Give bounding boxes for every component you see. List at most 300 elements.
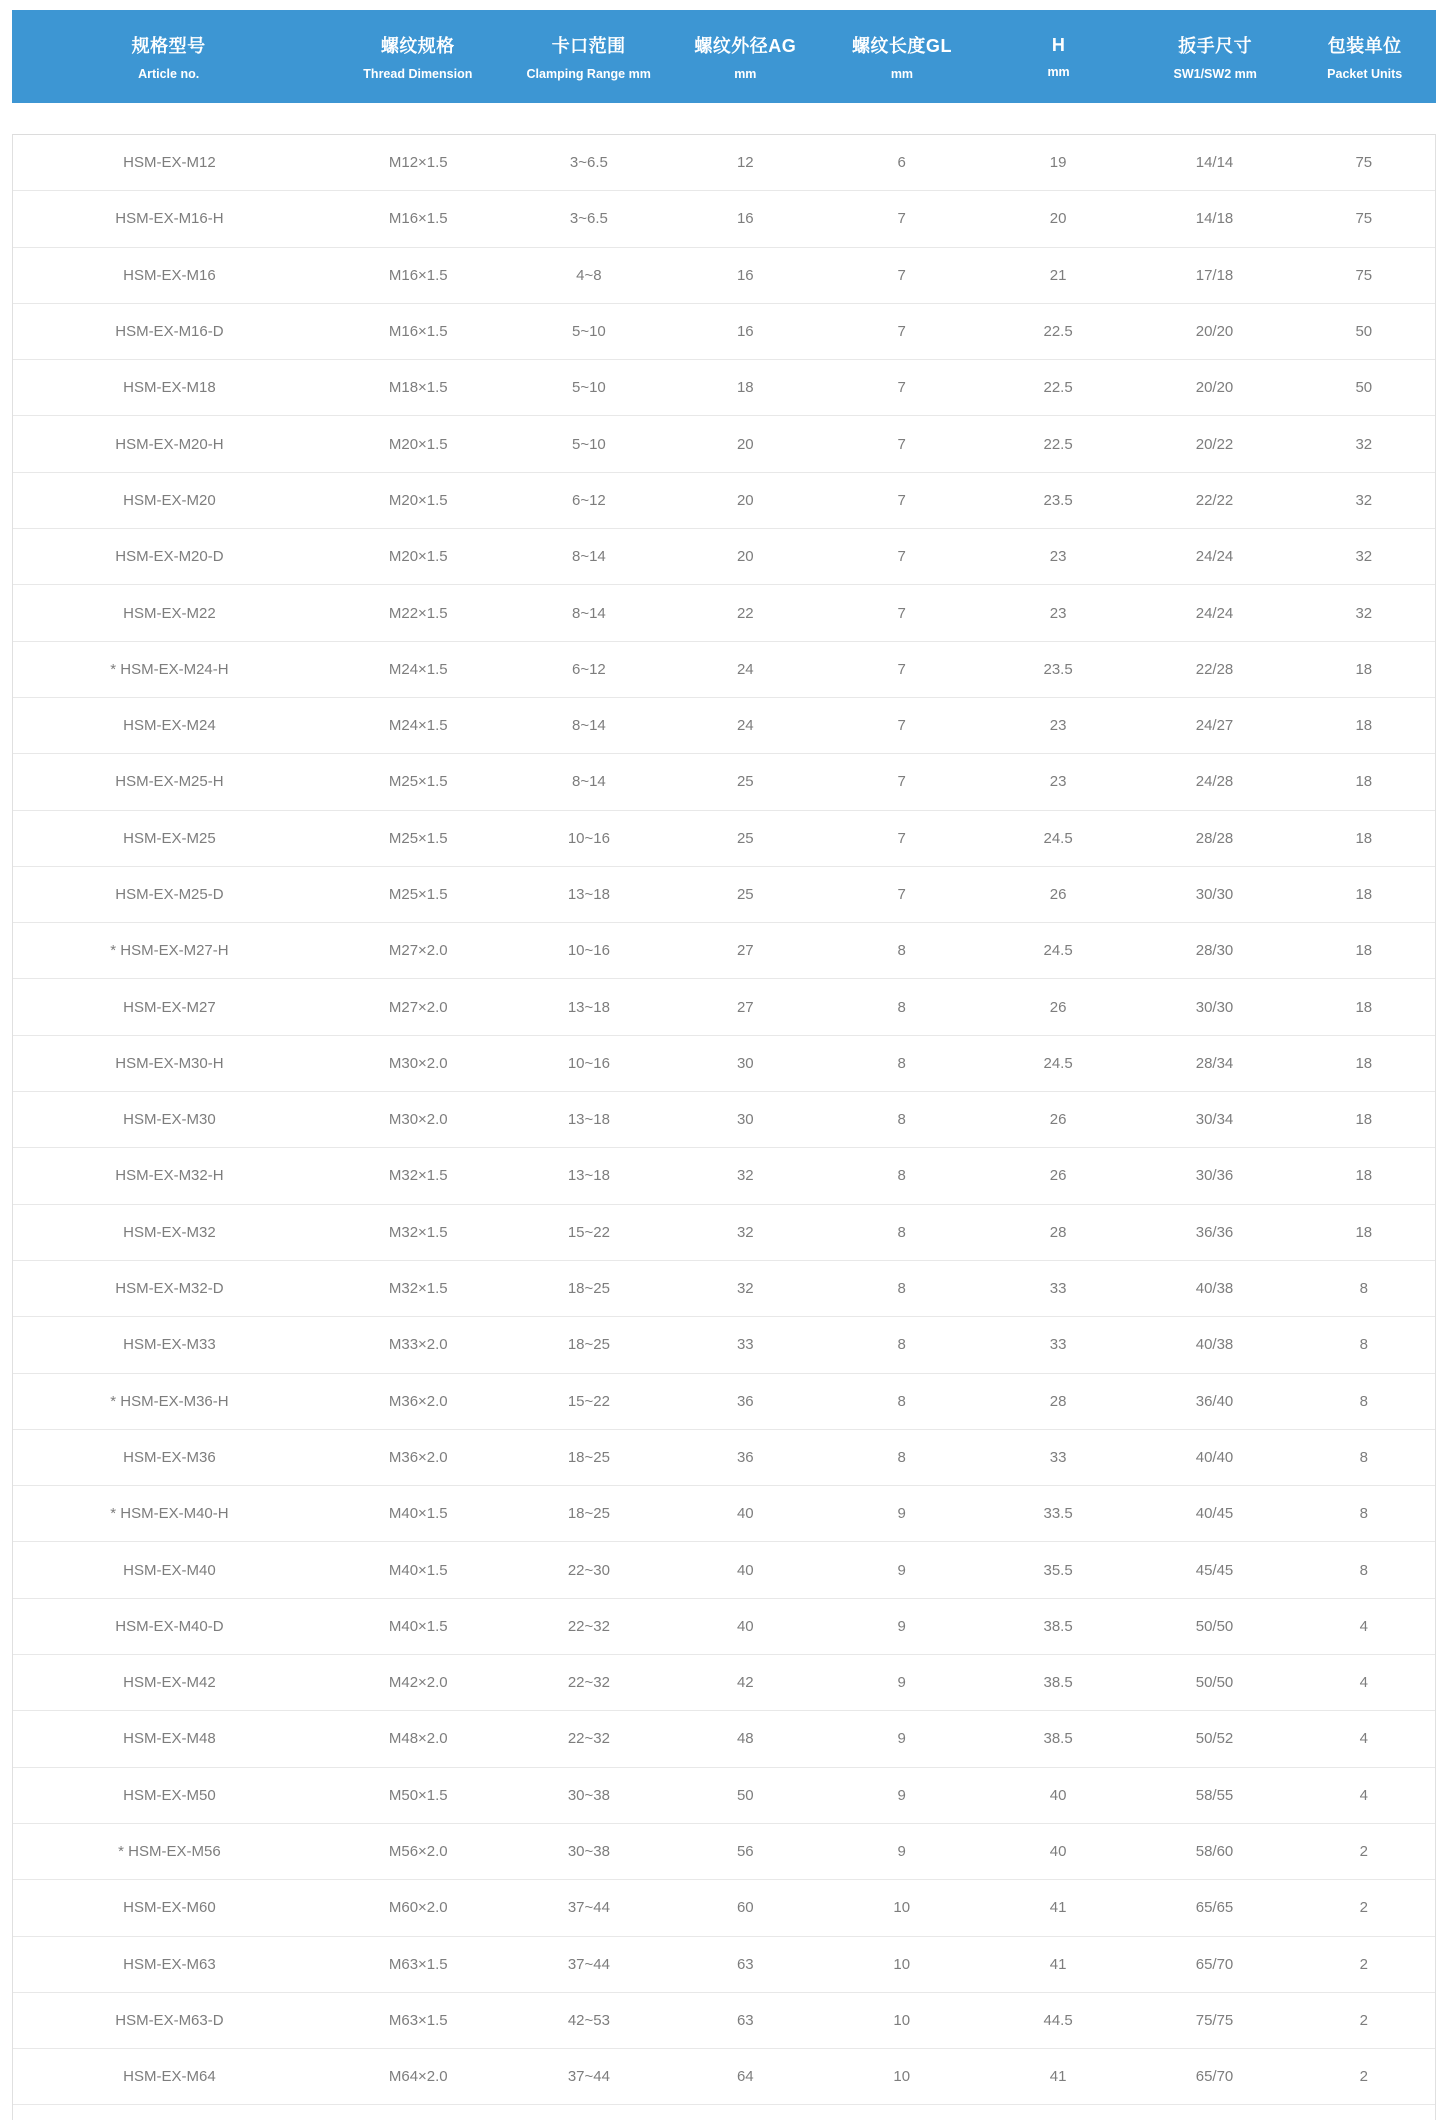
table-cell: 50/50 (1195, 1674, 1234, 1692)
table-cell: 30~38 (567, 1786, 610, 1804)
table-cell: 40/38 (1195, 1336, 1234, 1354)
column-header-h (980, 10, 1137, 103)
table-cell: 28/28 (1195, 829, 1234, 847)
table-row (13, 1542, 1435, 1598)
table-cell: 28/34 (1195, 1054, 1234, 1072)
table-row (13, 811, 1435, 867)
table-cell: * HSM-EX-M56 (118, 1843, 221, 1861)
table-cell: 7 (897, 773, 906, 791)
table-row (13, 1711, 1435, 1767)
table-cell: HSM-EX-M20 (123, 491, 216, 509)
table-cell: 8 (1359, 1561, 1368, 1579)
table-cell: 8~14 (571, 773, 606, 791)
table-cell: 22/28 (1195, 660, 1234, 678)
table-cell: 30 (736, 1111, 754, 1129)
table-cell: M22×1.5 (388, 604, 448, 622)
table-cell: 32 (736, 1280, 754, 1298)
table-cell: M16×1.5 (388, 323, 448, 341)
table-cell: M56×2.0 (388, 1843, 448, 1861)
table-cell: 33 (1049, 1448, 1067, 1466)
table-cell: 4 (1359, 1674, 1368, 1692)
table-cell: 5~10 (571, 323, 606, 341)
table-cell: 8~14 (571, 717, 606, 735)
table-cell: 8 (897, 998, 906, 1016)
table-cell: 42 (736, 1674, 754, 1692)
table-cell: 32 (1355, 548, 1373, 566)
table-cell: 7 (897, 660, 906, 678)
table-cell: 32 (1355, 435, 1373, 453)
table-cell: 22~32 (567, 1730, 610, 1748)
table-cell: 38.5 (1043, 1617, 1073, 1635)
column-header-label-en: Article no. (138, 67, 200, 81)
table-cell: 24/28 (1195, 773, 1234, 791)
table-row (13, 923, 1435, 979)
table-cell: 18 (1355, 942, 1373, 960)
table-cell: M32×1.5 (388, 1223, 448, 1241)
table-cell: 8 (1359, 1505, 1368, 1523)
table-cell: 65/70 (1195, 1955, 1234, 1973)
table-cell: HSM-EX-M16 (123, 266, 216, 284)
table-cell: M30×2.0 (388, 1054, 448, 1072)
table-row (13, 473, 1435, 529)
table-cell: 18 (1355, 1167, 1373, 1185)
table-row (13, 1430, 1435, 1486)
table-row (13, 698, 1435, 754)
table-cell: 4 (1359, 1730, 1368, 1748)
column-header-label-en: mm (890, 67, 914, 81)
table-cell: 60 (736, 1899, 754, 1917)
column-header-label-zh: H (1051, 34, 1066, 55)
table-cell: 9 (897, 1674, 906, 1692)
table-row (13, 529, 1435, 585)
table-cell: 40 (1049, 1786, 1067, 1804)
column-header-label-zh: 规格型号 (131, 36, 206, 56)
table-row (13, 1036, 1435, 1092)
table-cell: 7 (897, 604, 906, 622)
table-cell: HSM-EX-M32-D (115, 1280, 224, 1298)
table-cell: 10~16 (567, 1054, 610, 1072)
table-cell: 28/30 (1195, 942, 1234, 960)
table-cell: 65/65 (1195, 1899, 1234, 1917)
column-header-label-en: Thread Dimension (363, 67, 473, 81)
table-cell: 24.5 (1043, 829, 1073, 847)
table-cell: 22.5 (1043, 323, 1073, 341)
table-cell: HSM-EX-M63-D (115, 2011, 224, 2029)
table-cell: 15~22 (567, 1392, 610, 1410)
table-cell: 33.5 (1043, 1505, 1073, 1523)
table-cell: M42×2.0 (388, 1674, 448, 1692)
table-cell: 10 (893, 2011, 911, 2029)
table-cell: 4 (1359, 1786, 1368, 1804)
table-cell: 40 (736, 1617, 754, 1635)
table-cell: 19 (1049, 154, 1067, 172)
table-cell: 8 (1359, 1336, 1368, 1354)
table-cell: HSM-EX-M32 (123, 1223, 216, 1241)
table-row (13, 1205, 1435, 1261)
table-cell: * HSM-EX-M36-H (110, 1392, 229, 1410)
table-cell: 23 (1049, 604, 1067, 622)
table-cell: 7 (897, 886, 906, 903)
table-cell: 9 (897, 1843, 906, 1861)
table-cell: HSM-EX-M40-D (115, 1617, 224, 1635)
table-cell: M32×1.5 (388, 1280, 448, 1298)
table-cell: 41 (1049, 1955, 1067, 1973)
table-cell: 8~14 (571, 604, 606, 622)
table-cell: 3~6.5 (569, 210, 608, 228)
table-cell: HSM-EX-M50 (123, 1786, 216, 1804)
table-cell: M25×1.5 (388, 829, 448, 847)
column-header-thread-outer-diameter (667, 10, 824, 103)
table-cell: M24×1.5 (388, 717, 448, 735)
column-header-label-zh: 卡口范围 (551, 36, 626, 56)
table-cell: 18~25 (567, 1336, 610, 1354)
table-cell: 8 (897, 1111, 906, 1129)
table-cell: 25 (736, 773, 754, 791)
table-cell: 10~16 (567, 829, 610, 847)
table-cell: 24 (736, 660, 754, 678)
table-cell: HSM-EX-M40 (123, 1561, 216, 1579)
table-cell: 40/38 (1195, 1280, 1234, 1298)
table-cell: 8 (1359, 1392, 1368, 1410)
table-row (13, 416, 1435, 472)
table-row (13, 1261, 1435, 1317)
table-cell: 8 (897, 942, 906, 960)
table-cell: HSM-EX-M12 (123, 154, 216, 172)
table-cell: 23 (1049, 773, 1067, 791)
table-cell: 27 (736, 942, 754, 960)
table-row (13, 754, 1435, 810)
table-cell: 28 (1049, 1392, 1067, 1410)
table-cell: 8 (897, 1280, 906, 1298)
table-cell: 40/45 (1195, 1505, 1234, 1523)
column-header-packet-units (1294, 10, 1436, 103)
column-header-label-zh: 螺纹长度GL (851, 36, 952, 56)
table-cell: 63 (736, 1955, 754, 1973)
table-cell: 30~38 (567, 1843, 610, 1861)
table-cell: 65/70 (1195, 2068, 1234, 2086)
table-cell: 3~6.5 (569, 154, 608, 172)
table-cell: 13~18 (567, 1111, 610, 1129)
table-cell: 24/24 (1195, 548, 1234, 566)
table-cell: M50×1.5 (388, 1786, 448, 1804)
table-cell: 25 (736, 829, 754, 847)
table-cell: 8 (897, 1223, 906, 1241)
table-cell: HSM-EX-M30-H (115, 1054, 224, 1072)
column-header-label-zh: 螺纹规格 (380, 36, 455, 56)
table-cell: 22.5 (1043, 435, 1073, 453)
table-cell: 58/60 (1195, 1843, 1234, 1861)
table-cell: HSM-EX-M25 (123, 829, 216, 847)
table-cell: 37~44 (567, 1955, 610, 1973)
table-cell: 26 (1049, 998, 1067, 1016)
table-cell: 16 (736, 323, 754, 341)
table-cell: 23.5 (1043, 491, 1073, 509)
table-cell: 18 (736, 379, 754, 397)
column-header-thread-dimension (325, 10, 510, 103)
table-cell: 32 (736, 1167, 754, 1185)
table-cell: 14/14 (1195, 154, 1234, 172)
table-cell: M24×1.5 (388, 660, 448, 678)
table-cell: M63×1.5 (388, 2011, 448, 2029)
table-cell: 18~25 (567, 1448, 610, 1466)
table-cell: 50 (1355, 379, 1373, 397)
table-cell: 8 (897, 1448, 906, 1466)
table-cell: 10 (893, 2068, 911, 2086)
table-row (13, 1768, 1435, 1824)
table-cell: HSM-EX-M48 (123, 1730, 216, 1748)
table-cell: HSM-EX-M33 (123, 1336, 216, 1354)
table-cell: 41 (1049, 1899, 1067, 1917)
table-cell: 7 (897, 379, 906, 397)
table-cell: 20 (1049, 210, 1067, 228)
table-cell: 32 (736, 1223, 754, 1241)
column-header-label-en: SW1/SW2 mm (1173, 67, 1257, 81)
table-cell: 30 (736, 1054, 754, 1072)
table-cell: 24.5 (1043, 942, 1073, 960)
table-cell: M27×2.0 (388, 942, 448, 960)
table-cell: 23.5 (1043, 660, 1073, 678)
table-cell: M30×2.0 (388, 1111, 448, 1129)
table-cell: HSM-EX-M63 (123, 1955, 216, 1973)
table-cell: HSM-EX-M64 (123, 2068, 216, 2086)
table-cell: 10 (893, 1955, 911, 1973)
table-cell: 35.5 (1043, 1561, 1073, 1579)
table-cell: 36 (736, 1392, 754, 1410)
table-row (13, 304, 1435, 360)
table-cell: 40 (736, 1561, 754, 1579)
table-cell: 22~30 (567, 1561, 610, 1579)
table-cell: 7 (897, 266, 906, 284)
table-cell: 18~25 (567, 1505, 610, 1523)
table-cell: 6~12 (571, 660, 606, 678)
column-header-label-zh: 扳手尺寸 (1178, 36, 1253, 56)
table-cell: M20×1.5 (388, 548, 448, 566)
table-row (13, 360, 1435, 416)
table-cell: * HSM-EX-M27-H (110, 942, 229, 960)
table-cell: M16×1.5 (388, 210, 448, 228)
table-cell: 18 (1355, 717, 1373, 735)
table-cell: 13~18 (567, 1167, 610, 1185)
table-cell: 44.5 (1043, 2011, 1073, 2029)
table-cell: 75 (1355, 210, 1373, 228)
table-cell: 7 (897, 829, 906, 847)
table-cell: 8 (897, 1054, 906, 1072)
table-cell: 23 (1049, 548, 1067, 566)
table-cell: M63×1.5 (388, 1955, 448, 1973)
table-cell: 38.5 (1043, 1730, 1073, 1748)
table-cell: M36×2.0 (388, 1448, 448, 1466)
column-header-article-no (12, 10, 325, 103)
table-cell: 26 (1049, 1167, 1067, 1185)
table-cell: 13~18 (567, 998, 610, 1016)
table-cell: 45/45 (1195, 1561, 1234, 1579)
column-header-label-en: Packet Units (1327, 67, 1403, 81)
column-header-wrench-size (1137, 10, 1294, 103)
table-cell: 18~25 (567, 1280, 610, 1298)
table-cell: 37~44 (567, 1899, 610, 1917)
table-cell: 8 (1359, 1448, 1368, 1466)
table-row (13, 1993, 1435, 2049)
table-cell: 30/30 (1195, 998, 1234, 1016)
table-cell: 7 (897, 210, 906, 228)
table-cell: 37~44 (567, 2068, 610, 2086)
table-cell: M33×2.0 (388, 1336, 448, 1354)
table-cell: 7 (897, 717, 906, 735)
table-cell: 2 (1359, 2068, 1368, 2086)
table-cell: 40/40 (1195, 1448, 1234, 1466)
table-cell: 24/24 (1195, 604, 1234, 622)
table-cell: 75/75 (1195, 2011, 1234, 2029)
table-cell: 64 (736, 2068, 754, 2086)
table-cell: M40×1.5 (388, 1505, 448, 1523)
table-cell: 17/18 (1195, 266, 1234, 284)
table-cell: 8 (897, 1167, 906, 1185)
table-cell: HSM-EX-M27 (123, 998, 216, 1016)
table-cell: 20/20 (1195, 379, 1234, 397)
table-cell: 50/52 (1195, 1730, 1234, 1748)
table-cell: 7 (897, 548, 906, 566)
table-cell: 22~32 (567, 1674, 610, 1692)
table-cell: 20 (736, 548, 754, 566)
table-cell: 22.5 (1043, 379, 1073, 397)
table-cell: 2 (1359, 1899, 1368, 1917)
table-cell: M18×1.5 (388, 379, 448, 397)
table-cell: 8 (897, 1392, 906, 1410)
table-row (13, 1824, 1435, 1880)
table-cell: 20 (736, 491, 754, 509)
table-cell: HSM-EX-M25-H (115, 773, 224, 791)
table-cell: 2 (1359, 2011, 1368, 2029)
table-cell: 32 (1355, 491, 1373, 509)
table-cell: 13~18 (567, 886, 610, 903)
table-cell: 26 (1049, 886, 1067, 903)
table-cell: 5~10 (571, 379, 606, 397)
table-cell: 20/22 (1195, 435, 1234, 453)
table-cell: 50 (736, 1786, 754, 1804)
column-header-label-zh: 包装单位 (1327, 36, 1402, 56)
table-cell: 75 (1355, 154, 1373, 172)
table-cell: * HSM-EX-M40-H (110, 1505, 229, 1523)
table-cell: 6~12 (571, 491, 606, 509)
table-cell: 50 (1355, 323, 1373, 341)
table-cell: 22/22 (1195, 491, 1234, 509)
table-cell: 50/50 (1195, 1617, 1234, 1635)
table-cell: 18 (1355, 773, 1373, 791)
table-row (13, 191, 1435, 247)
table-cell: HSM-EX-M16-H (115, 210, 224, 228)
table-cell: HSM-EX-M20-D (115, 548, 224, 566)
table-cell: 18 (1355, 998, 1373, 1016)
column-header-clamping-range (510, 10, 667, 103)
table-cell: 36/36 (1195, 1223, 1234, 1241)
table-cell: 4 (1359, 1617, 1368, 1635)
table-cell: 20/20 (1195, 323, 1234, 341)
column-header-label-en: mm (734, 67, 757, 81)
table-cell: M64×2.0 (388, 2068, 448, 2086)
table-cell: 6 (897, 154, 906, 172)
table-cell: HSM-EX-M16-D (115, 323, 224, 341)
table-cell: 9 (897, 1730, 906, 1748)
table-cell: M40×1.5 (388, 1561, 448, 1579)
table-cell: M20×1.5 (388, 491, 448, 509)
column-header-label-en: Clamping Range mm (526, 67, 651, 81)
table-cell: 18 (1355, 1111, 1373, 1129)
table-cell: 10 (893, 1899, 911, 1917)
table-cell: 18 (1355, 886, 1373, 903)
table-row (13, 1599, 1435, 1655)
table-row (13, 585, 1435, 641)
table-row (13, 1092, 1435, 1148)
table-cell: 26 (1049, 1111, 1067, 1129)
table-row (13, 642, 1435, 698)
table-cell: 36 (736, 1448, 754, 1466)
table-cell: HSM-EX-M60 (123, 1899, 216, 1917)
table-row (13, 1937, 1435, 1993)
table-cell: 22~32 (567, 1617, 610, 1635)
table-cell: 40 (1049, 1843, 1067, 1861)
table-cell: M48×2.0 (388, 1730, 448, 1748)
table-cell: M20×1.5 (388, 435, 448, 453)
table-cell: 5~10 (571, 435, 606, 453)
table-row (13, 2049, 1435, 2105)
table-cell: HSM-EX-M25-D (115, 886, 224, 903)
table-row (13, 1880, 1435, 1936)
table-cell: 18 (1355, 660, 1373, 678)
table-cell: HSM-EX-M36 (123, 1448, 216, 1466)
table-cell: 38.5 (1043, 1674, 1073, 1692)
table-cell: 9 (897, 1505, 906, 1523)
table-row (13, 1374, 1435, 1430)
table-cell: 12 (736, 154, 754, 172)
table-cell: M40×1.5 (388, 1617, 448, 1635)
table-cell: 15~22 (567, 1223, 610, 1241)
table-cell: 24 (736, 717, 754, 735)
table-cell: 23 (1049, 717, 1067, 735)
table-cell: 14/18 (1195, 210, 1234, 228)
table-cell: 58/55 (1195, 1786, 1234, 1804)
table-cell: 42~53 (567, 2011, 610, 2029)
column-header-label-en: mm (1047, 64, 1070, 79)
table-cell: 48 (736, 1730, 754, 1748)
table-cell: 2 (1359, 1955, 1368, 1973)
table-cell: 2 (1359, 1843, 1368, 1861)
table-cell: 32 (1355, 604, 1373, 622)
table-row (13, 248, 1435, 304)
table-cell: 9 (897, 1786, 906, 1804)
table-cell: 41 (1049, 2068, 1067, 2086)
table-cell: * HSM-EX-M24-H (110, 660, 229, 678)
table-cell: 8 (1359, 1280, 1368, 1298)
table-cell: 7 (897, 323, 906, 341)
table-cell: HSM-EX-M18 (123, 379, 216, 397)
table-cell: HSM-EX-M30 (123, 1111, 216, 1129)
table-cell: 75 (1355, 266, 1373, 284)
table-row (13, 1148, 1435, 1204)
table-cell: 16 (736, 210, 754, 228)
table-row (13, 979, 1435, 1035)
table-cell: 16 (736, 266, 754, 284)
table-cell: M36×2.0 (388, 1392, 448, 1410)
table-cell: 33 (1049, 1336, 1067, 1354)
table-cell: 33 (1049, 1280, 1067, 1298)
column-header-thread-length (824, 10, 981, 103)
table-cell: 10~16 (567, 942, 610, 960)
table-cell: 28 (1049, 1223, 1067, 1241)
table-cell: 27 (736, 998, 754, 1016)
spec-table-body (12, 134, 1436, 2120)
table-cell: 36/40 (1195, 1392, 1234, 1410)
table-cell: M12×1.5 (388, 154, 448, 172)
